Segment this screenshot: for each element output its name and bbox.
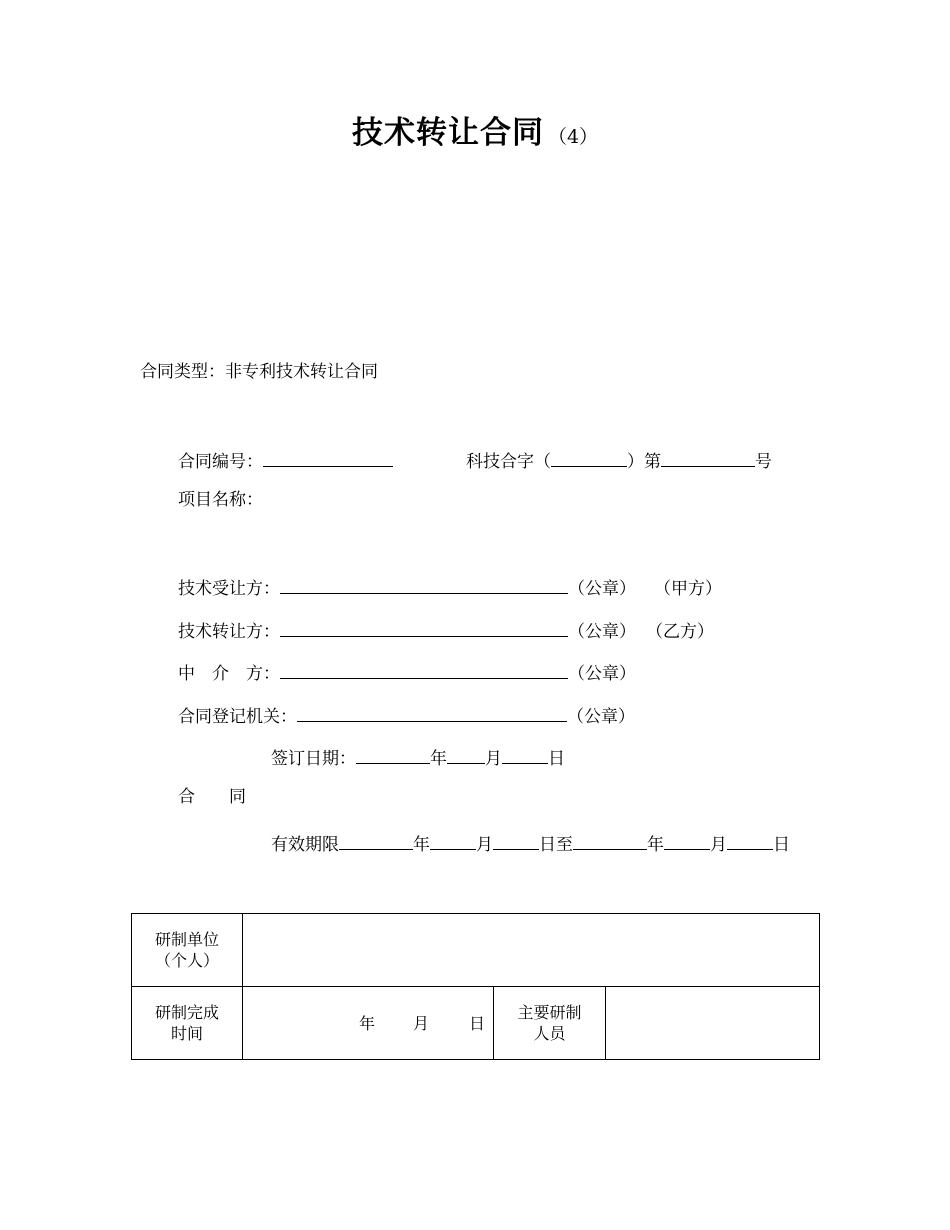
signing-month-field[interactable] [447,746,485,764]
contract-number-row [178,449,393,471]
reg-code-field[interactable] [551,449,627,467]
unit-label-cell [132,914,243,987]
validity-label: 有效期限 [271,835,339,855]
transferee-seal: （公章） [568,579,636,599]
signing-day-unit: 日 [548,749,565,769]
validity-end-year-field[interactable] [573,832,647,850]
intermediary-field[interactable] [280,661,568,679]
time-label-line2: 时间 [170,1024,203,1043]
title-main: 技术转让合同 [351,115,544,151]
reg-mid: ）第 [627,452,661,472]
validity-row [271,832,790,854]
party-a: （甲方） [654,579,722,599]
staff-label-line2: 人员 [533,1024,566,1043]
signing-year-unit: 年 [430,749,447,769]
signing-date-row [271,746,565,768]
validity-day-to: 日至 [539,835,573,855]
contract-type: 合同类型：非专利技术转让合同 [140,362,378,382]
validity-start-month-unit: 月 [476,835,493,855]
transferee-row [178,576,722,598]
reg-suffix: 号 [755,452,772,472]
document-title [0,115,950,151]
reg-number-field[interactable] [661,449,755,467]
party-b: （乙方） [646,622,714,642]
validity-end-month-unit: 月 [710,835,727,855]
registration-row [178,704,635,726]
project-name-label: 项目名称： [178,490,263,510]
validity-start-day-field[interactable] [493,832,539,850]
intermediary-seal: （公章） [568,664,636,684]
transferor-row [178,619,714,641]
staff-label-cell [494,987,606,1060]
contract-number-label: 合同编号： [178,452,263,472]
unit-label-line1: 研制单位 [154,930,219,949]
signing-month-unit: 月 [485,749,502,769]
completion-date-cell[interactable] [243,987,494,1060]
staff-value-cell[interactable] [606,987,820,1060]
table-row [132,914,820,987]
transferor-seal: （公章） [568,622,636,642]
validity-start-year-unit: 年 [413,835,430,855]
transferor-label: 技术转让方： [178,622,280,642]
completion-month-unit: 月 [412,1013,429,1033]
intermediary-label: 中 介 方： [178,664,280,684]
completion-year-unit: 年 [358,1013,375,1033]
validity-end-year-unit: 年 [647,835,664,855]
time-label-cell [132,987,243,1060]
contract-word: 合 同 [178,787,246,807]
table-row [132,987,820,1060]
validity-end-month-field[interactable] [664,832,710,850]
unit-value-cell[interactable] [243,914,820,987]
transferor-field[interactable] [280,619,568,637]
registration-label: 合同登记机关： [178,707,297,727]
validity-end-day-unit: 日 [773,835,790,855]
registration-seal: （公章） [567,707,635,727]
signing-day-field[interactable] [502,746,548,764]
signing-year-field[interactable] [356,746,430,764]
development-info-table [131,913,820,1060]
time-label-line1: 研制完成 [154,1003,219,1022]
registration-field[interactable] [297,704,567,722]
validity-start-year-field[interactable] [339,832,413,850]
transferee-label: 技术受让方： [178,579,280,599]
intermediary-row [178,661,636,683]
registration-number-row [466,449,772,471]
contract-number-field[interactable] [263,449,393,467]
transferee-field[interactable] [280,576,568,594]
signing-date-label: 签订日期： [271,749,356,769]
staff-label-line1: 主要研制 [517,1003,582,1022]
title-suffix: （4） [547,126,599,148]
unit-label-line2: （个人） [154,951,219,970]
validity-start-month-field[interactable] [430,832,476,850]
reg-prefix: 科技合字（ [466,452,551,472]
validity-end-day-field[interactable] [727,832,773,850]
completion-day-unit: 日 [468,1013,485,1033]
